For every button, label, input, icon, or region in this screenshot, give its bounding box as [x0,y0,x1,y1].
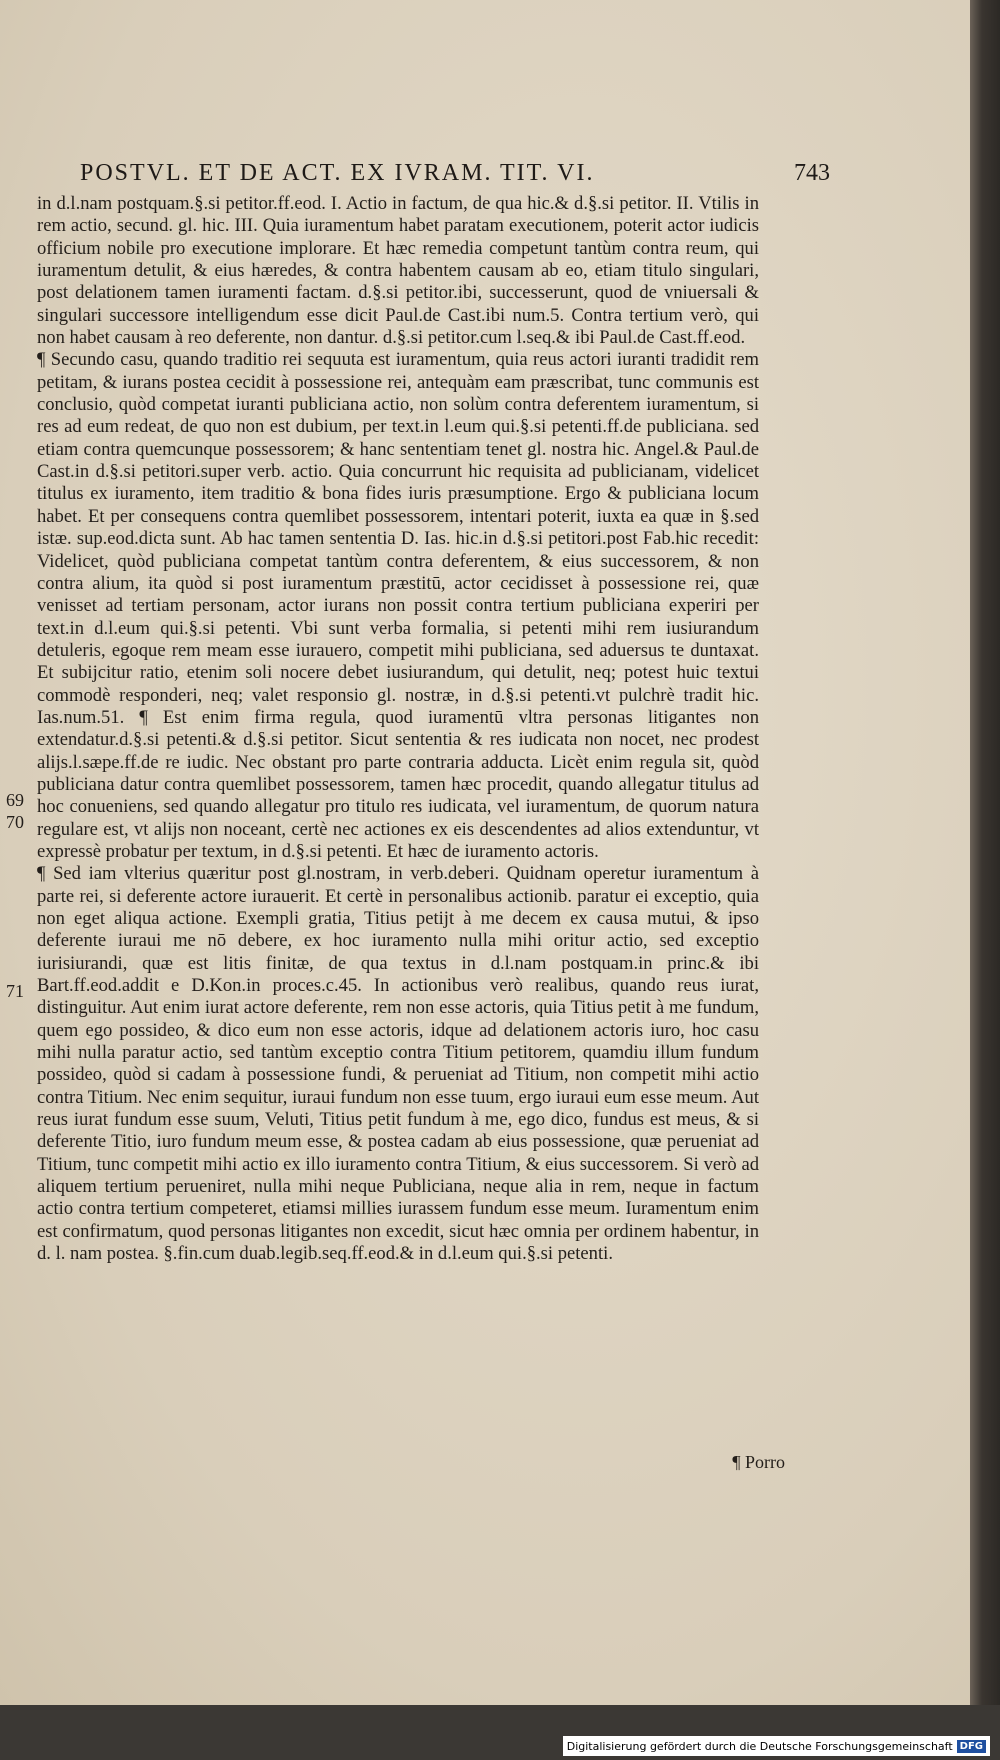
page-edge [970,0,1000,1705]
paragraph-1: in d.l.nam postquam.§.si petitor.ff.eod. I. Actio in factum, de qua hic.& d.§.si petitor. II. Vtilis in rem actio, secund. gl. hic. III. Quia iuramentum habet paratam executionem, poterit actor iudicis officium nobile pro executione implorare. Et hæc remedia competunt tantùm contra reum, qui iuramentum detulit, & eius hæredes, & contra habentem causam ab eo, etiam titulo singulari, post delationem tamen iuramenti factam. d.§.si petitor.ibi, successerunt, quod de vniuersali & singulari successore intelligendum esse dicit Paul.de Cast.ibi num.5. Contra tertium verò, qui non habet causam à reo deferente, non dantur. d.§.si petitor.cum l.seq.& ibi Paul.de Cast.ff.eod. [37,193,759,349]
header-title: POSTVL. ET DE ACT. EX IVRAM. TIT. VI. [80,160,595,186]
margin-number-69: 69 [6,790,24,810]
paragraph-3: ¶ Sed iam vlterius quæritur post gl.nostram, in verb.deberi. Quidnam operetur iuramentum à parte rei, si deferente actore iurauerit. Et certè in personalibus actionib. paratur ei exceptio, quia non eget aliqua actione. Exempli gratia, Titius petijt à me decem ex causa mutui, & ipso deferente iuraui me nō debere, ex hoc iuramento nulla mihi oritur actio, sed exceptio iurisiurandi, quæ est litis finitæ, de qua textus in d.l.nam postquam.in princ.& ibi Bart.ff.eod.addit e D.Kon.in proces.c.45. In actionibus verò realibus, quando reus iurat, distinguitur. Aut enim iurat actore deferente, rem non esse actoris, quia Titius petit à me fundum, quem ego possideo, & dico eum non esse actoris, idque ad delationem actoris iuro, hoc casu mihi nulla paratur actio, sed tantùm exceptio contra Titium petitorem, quamdiu illum fundum possideo, quòd si cadam à possessione fundi, & perueniat ad Titium, non competit mihi actio contra Titium. Nec enim sequitur, iuraui fundum non esse tuum, ergo iuraui eum esse meum. Aut reus iurat fundum esse suum, Veluti, Titius petit fundum à me, ego dico, fundus est meus, & si deferente Titio, iuro fundum meum esse, & postea cadam ab eius possessione, quæ perueniat ad Titium, tunc competit mihi actio ex illo iuramento contra Titium, & eius successorem. Si verò ad aliquem tertium perueniret, nulla mihi neque Publiciana, neque alia in rem, neque in factum actio contra tertium competeret, etiamsi millies iurassem fundum esse meum. Iuramentum enim est confirmatum, quod personas litigantes non excedit, sicut hæc omnia per ordinem habentur, in d. l. nam postea. §.fin.cum duab.legib.seq.ff.eod.& in d.l.eum qui.§.si petenti. [37,863,759,1265]
paragraph-2: ¶ Secundo casu, quando traditio rei sequuta est iuramentum, quia reus actori iuranti tradidit rem petitam, & iurans postea cecidit à possessione rei, antequàm eam præscribat, tunc communis est conclusio, quòd competat iuranti publiciana actio, non solùm contra deferentem iuramentum, si res ad eum redeat, de quo non est dubium, per text.in l.eum qui.§.si petenti.ff.de publiciana. sed etiam contra quemcunque possessorem; & hanc sententiam tenet gl. nostra hic. Angel.& Paul.de Cast.in d.§.si petitori.super verb. actio. Quia concurrunt hic requisita ad publicianam, videlicet titulus ex iuramento, item traditio & bona fides iuris præsumptione. Ergo & publiciana locum habet. Et per consequens contra quemlibet possessorem, intentari poterit, iuxta ea quæ in §.sed istæ. sup.eod.dicta sunt. Ab hac tamen sententia D. Ias. hic.in d.§.si petitori.post Fab.hic recedit: Videlicet, quòd publiciana competat tantùm contra deferentem, & eius successorem, & non contra alium, ita quòd si post iuramentum præstitū, actor cecidisset à possessione rei, quæ venisset ad tertiam personam, actor iurans non possit contra tertium publiciana experiri per text.in d.l.eum qui.§.si petenti. Vbi sunt verba formalia, si petenti mihi rem iusiurandum detuleris, egoque rem meam esse iurauero, competit mihi publiciana, sed aduersus te duntaxat. Et subijcitur ratio, etenim soli nocere debet iusiurandum, qui detulit, neq; potest huic textui commodè responderi, neq; valet responsio gl. nostræ, in d.§.si petenti.vt pulchrè tradit hic. Ias.num.51. ¶ Est enim firma regula, quod iuramentū vltra personas litigantes non extendatur.d.§.si petenti.& d.§.si petitor. Sicut sententia & res iudicata non nocet, nec prodest alijs.l.sæpe.ff.de re iudic. Nec obstant pro parte contraria adducta. Licèt enim regula sit, quòd publiciana datur contra quemlibet possessorem, tamen hæc procedit, quando allegatur titulus ad hoc conueniens, sed quando allegatur pro titulo res iudicata, vel iuramentum, de quorum natura regulare est, vt alijs non noceant, certè nec actiones ex eis descendentes ad alios extenduntur, vt expressè probatur per textum, in d.§.si petenti. Et hæc de iuramento actoris. [37,349,759,862]
body-text [37,193,759,1266]
catchword: ¶ Porro [732,1452,785,1472]
footer-credit: Digitalisierung gefördert durch die Deutsche Forschungsgemeinschaft [566,1739,953,1753]
running-header [80,160,830,188]
margin-number-71: 71 [6,981,24,1001]
dfg-logo: DFG [957,1740,986,1753]
page-number: 743 [794,160,830,186]
margin-number-70: 70 [6,812,24,832]
digitization-footer [563,1736,990,1756]
